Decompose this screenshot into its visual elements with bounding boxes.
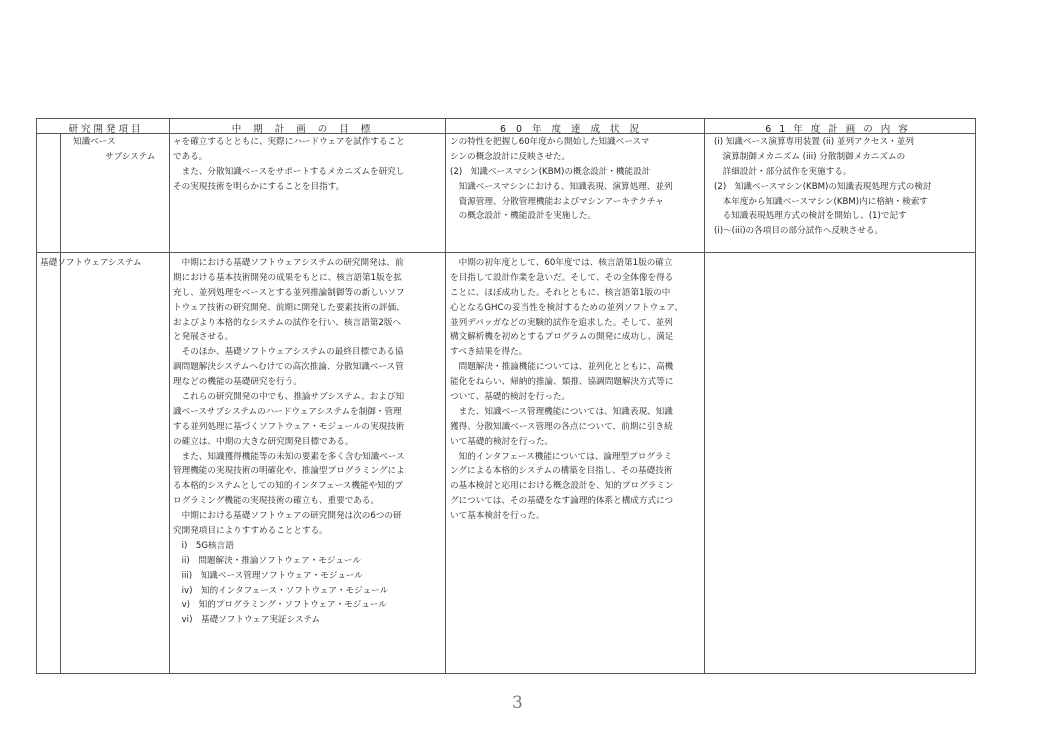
header-fy61-plan: 61年度計画の内容 bbox=[765, 124, 916, 135]
text-line: (2) 知識ベースマシン(KBM)の知識表現処理方式の検討 bbox=[714, 181, 932, 192]
row1-goal-cell bbox=[173, 135, 443, 195]
row2-goal-cell bbox=[173, 256, 443, 628]
row1-status-cell bbox=[450, 135, 702, 224]
text-line: ついて、基礎的検討を行った。 bbox=[450, 392, 571, 403]
row-divider bbox=[37, 252, 975, 253]
header-midterm-goal: 中期計画の目標 bbox=[231, 124, 383, 135]
text-line: いて基礎的検討を行った。 bbox=[450, 436, 554, 447]
text-line: (2) 知識ベースマシン(KBM)の概念設計・機能設計 bbox=[450, 166, 651, 177]
text-line: 充し、並列処理をベースとする並列推論制御等の新しいソフ bbox=[173, 287, 405, 298]
list-item: vi) 基礎ソフトウェア実証システム bbox=[173, 615, 321, 626]
text-line: そのほか、基礎ソフトウェアシステムの最終目標である協 bbox=[173, 347, 404, 358]
column-divider bbox=[169, 119, 170, 673]
text-line: トウェア技術の研究開発、前期に開発した要素技術の評価、 bbox=[173, 302, 405, 313]
text-line: 理などの機能の基礎研究を行う。 bbox=[173, 377, 302, 388]
row2-item: 基礎ソフトウェアシステム bbox=[40, 258, 142, 268]
text-line: 本年度から知識ベースマシン(KBM)内に格納・検索す bbox=[714, 196, 928, 207]
text-line: の基本検討と応用における概念設計を、知的プログラミン bbox=[450, 481, 674, 492]
text-line: (i) 知識ベース演算専用装置 (ii) 並列アクセス・並列 bbox=[714, 137, 914, 147]
text-line: 中期の初年度として、60年度では、核言語第1版の確立 bbox=[450, 258, 673, 268]
text-line: シンの概念設計に反映させた。 bbox=[450, 151, 571, 162]
list-item: i) 5G核言語 bbox=[173, 540, 234, 551]
text-line: 中期における基礎ソフトウェアシステムの研究開発は、前 bbox=[173, 258, 404, 268]
text-line: する並列処理に基づくソフトウェア・モジュールの実現技術 bbox=[173, 421, 405, 432]
text-line: 中期における基礎ソフトウェアの研究開発は次の6つの研 bbox=[173, 511, 402, 522]
text-line: およびより本格的なシステムの試作を行い、核言語第2版へ bbox=[173, 317, 402, 328]
text-line: る知識表現処理方式の検討を開始し、(1)で記す bbox=[714, 211, 907, 222]
text-line: と発展させる。 bbox=[173, 332, 234, 343]
text-line: の確立は、中期の大きな研究開発目標である。 bbox=[173, 436, 354, 447]
column-divider bbox=[445, 119, 446, 673]
text-line: 究開発項目によりすすめることとする。 bbox=[173, 526, 328, 537]
text-line: 能化をねらい、帰納的推論、類推、協調問題解決方式等に bbox=[450, 377, 674, 388]
text-line: ンの特性を把握し60年度から開始した知識ベースマ bbox=[450, 137, 650, 147]
text-line: その実現技術を明らかにすることを目指す。 bbox=[173, 181, 345, 192]
text-line: 資源管理、分散管理機能およびマシンアーキテクチャ bbox=[450, 196, 664, 207]
row1-item-line1: 知識ベース bbox=[73, 137, 116, 147]
text-line: また、知識獲得機能等の未知の要素を多く含む知識ベース bbox=[173, 451, 405, 462]
text-line: 知的インタフェース機能については、論理型プログラミ bbox=[450, 451, 673, 462]
text-line: る本格的システムとしての知的インタフェース機能や知的プ bbox=[173, 481, 403, 492]
text-line: 知識ベースマシンにおける、知識表現、演算処理、並列 bbox=[450, 181, 673, 192]
text-line: 心となるGHCの妥当性を検討するための並列ソフトウェア、 bbox=[450, 302, 683, 313]
text-line: ことに、ほぼ成功した。それとともに、核言語第1版の中 bbox=[450, 287, 671, 298]
text-line: 演算制御メカニズム (iii) 分散制御メカニズムの bbox=[714, 151, 906, 162]
text-line: 問題解決・推論機能については、並列化とともに、高機 bbox=[450, 362, 674, 373]
list-item: v) 知的プログラミング・ソフトウェア・モジュール bbox=[173, 600, 387, 611]
text-line: グについては、その基礎をなす論理的体系と構成方式につ bbox=[450, 496, 674, 507]
text-line: 調問題解決システムへむけての高次推論、分散知識ベース管 bbox=[173, 362, 404, 373]
row2-status-cell bbox=[450, 256, 702, 524]
text-line: 管理機能の実現技術の明確化や、推論型プログラミングによ bbox=[173, 466, 405, 477]
list-item: iv) 知的インタフェース・ソフトウェア・モジュール bbox=[173, 585, 389, 596]
text-line: 構文解析機を初めとするプログラムの開発に成功し、満足 bbox=[450, 332, 674, 343]
column-divider bbox=[704, 119, 705, 673]
row1-plan-cell bbox=[714, 135, 974, 239]
row1-item-line2: サブシステム bbox=[105, 152, 156, 162]
text-line: (i)～(iii)の各項目の部分試作へ反映させる。 bbox=[714, 226, 884, 237]
plan-table bbox=[36, 118, 976, 674]
text-line: である。 bbox=[173, 151, 208, 162]
text-line: 詳細設計・部分試作を実施する。 bbox=[714, 166, 852, 177]
page-number: 3 bbox=[512, 693, 523, 713]
list-item: iii) 知識ベース管理ソフトウェア・モジュール bbox=[173, 570, 363, 581]
text-line: の概念設計・機能設計を実施した。 bbox=[450, 211, 597, 222]
text-line: 並列デバッガなどの実験的試作を追求した。そして、並列 bbox=[450, 317, 673, 328]
column-divider bbox=[60, 133, 61, 673]
text-line: いて基本検討を行った。 bbox=[450, 511, 545, 522]
text-line: ログラミング機能の実現技術の確立も、重要である。 bbox=[173, 496, 380, 507]
text-line: また、知識ベース管理機能については、知識表現、知識 bbox=[450, 406, 673, 417]
text-line: 識ベースサブシステムのハードウェアシステムを制御・管理 bbox=[173, 406, 402, 417]
text-line: 期における基本技術開発の成果をもとに、核言語第1版を拡 bbox=[173, 272, 402, 283]
header-fy60-status: 60年度達成状況 bbox=[499, 124, 650, 135]
list-item: ii) 問題解決・推論ソフトウェア・モジュール bbox=[173, 555, 361, 566]
text-line: また、分散知識ベースをサポートするメカニズムを研究し bbox=[173, 166, 405, 177]
text-line: これらの研究開発の中でも、推論サブシステム、および知 bbox=[173, 392, 405, 403]
text-line: を目指して設計作業を急いだ。そして、その全体像を得る bbox=[450, 272, 674, 283]
text-line: 獲得、分散知識ベース管理の各点について、前期に引き続 bbox=[450, 421, 673, 432]
header-research-item: 研究開発項目 bbox=[68, 124, 144, 135]
text-line: すべき結果を得た。 bbox=[450, 347, 528, 358]
text-line: ャを確立するとともに、実際にハードウェアを試作すること bbox=[173, 137, 405, 147]
text-line: ングによる本格的システムの構築を目指し、その基礎技術 bbox=[450, 466, 673, 477]
